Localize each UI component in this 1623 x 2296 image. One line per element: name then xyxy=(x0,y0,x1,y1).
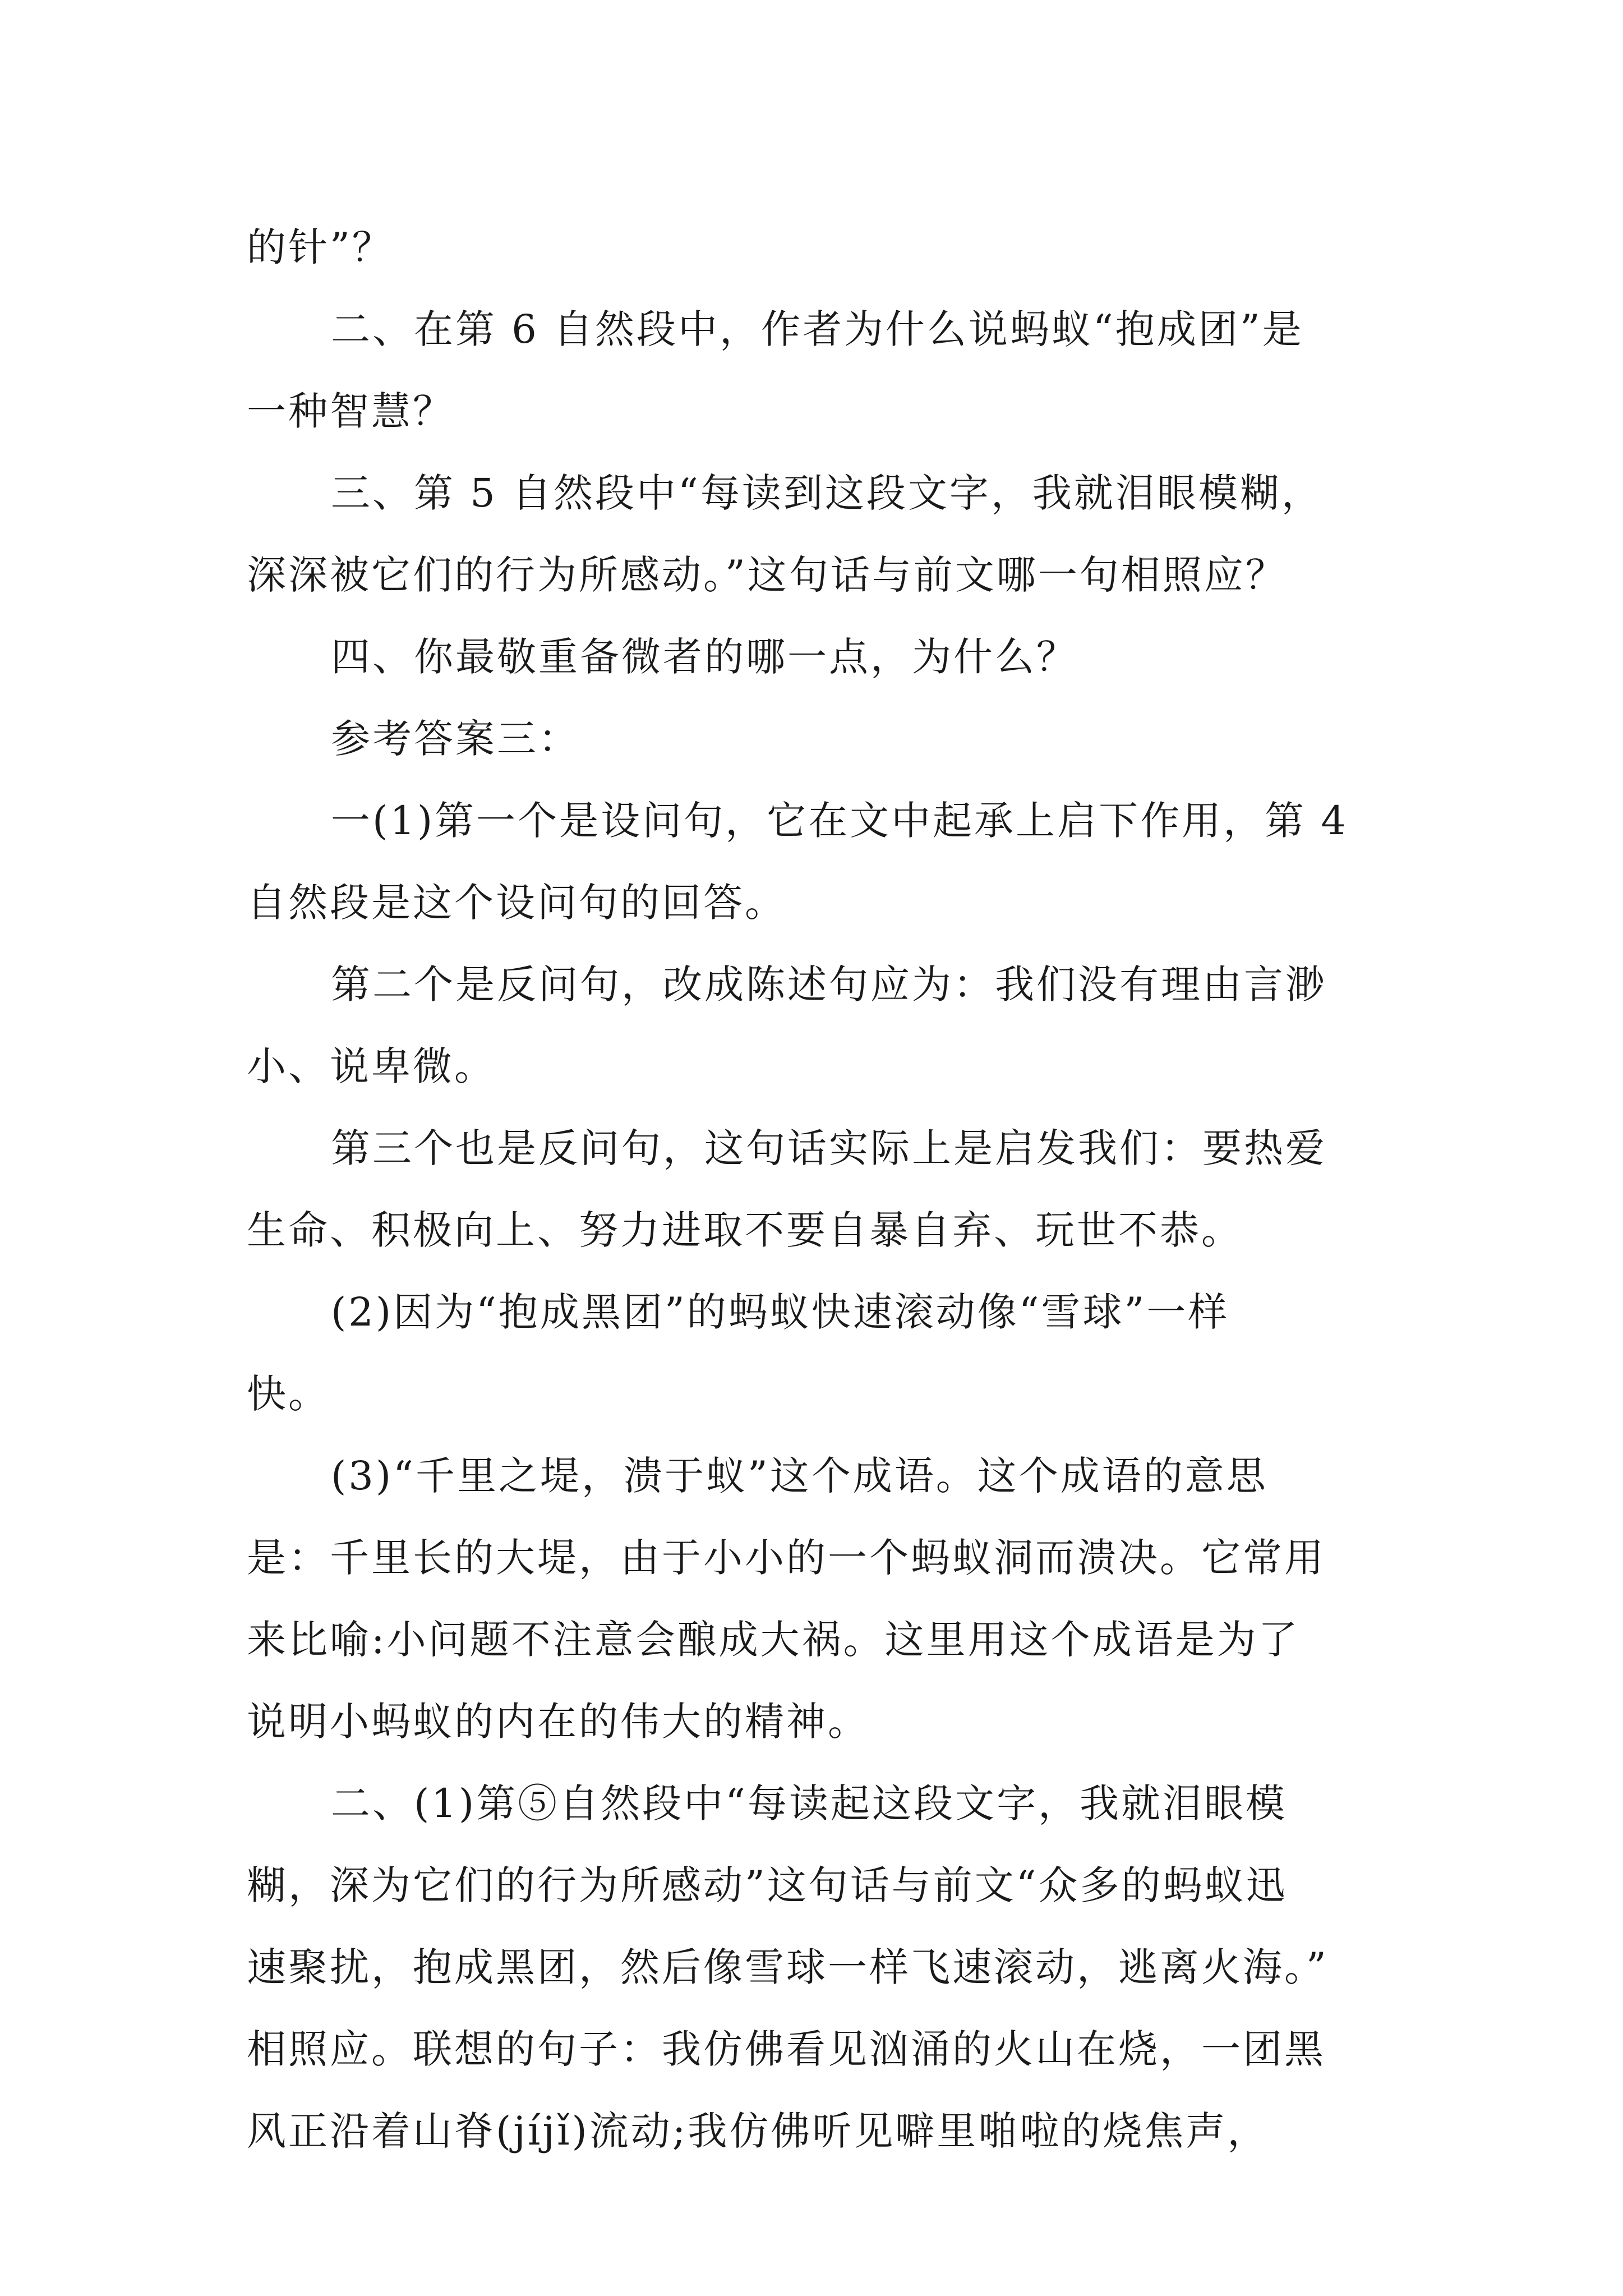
document-body xyxy=(247,206,1385,2172)
text-line: 生命、积极向上、努力进取不要自暴自弃、玩世不恭。 xyxy=(247,1207,1243,1253)
text-line: 深深被它们的行为所感动。”这句话与前文哪一句相照应？ xyxy=(247,552,1287,598)
text-line: 风正沿着山脊(jíjǐ)流动;我仿佛听见噼里啪啦的烧焦声， xyxy=(247,2108,1269,2154)
text-line: 一种智慧？ xyxy=(247,388,454,434)
answer-one-part-three: (3)“千里之堤，溃于蚁”这个成语。这个成语的意思 xyxy=(331,1453,1268,1499)
text-line: 是：千里长的大堤，由于小小的一个蚂蚁洞而溃决。它常用 xyxy=(247,1535,1326,1581)
text-line: 快。 xyxy=(247,1371,330,1417)
text-line: 速聚扰，抱成黑团，然后像雪球一样飞速滚动，逃离火海。” xyxy=(247,1944,1329,1990)
question-four: 四、你最敬重备微者的哪一点，为什么？ xyxy=(331,634,1078,680)
text-line: 自然段是这个设问句的回答。 xyxy=(247,880,786,926)
question-three: 三、第 5 自然段中“每读到这段文字，我就泪眼模糊， xyxy=(331,470,1323,516)
text-line: 小、说卑微。 xyxy=(247,1043,496,1089)
text-line: 说明小蚂蚁的内在的伟大的精神。 xyxy=(247,1699,869,1745)
answer-third-sentence: 第三个也是反问句，这句话实际上是启发我们：要热爱 xyxy=(331,1125,1327,1171)
text-line: 来比喻:小问题不注意会酿成大祸。这里用这个成语是为了 xyxy=(247,1617,1300,1663)
question-two: 二、在第 6 自然段中，作者为什么说蚂蚁“抱成团”是 xyxy=(331,306,1304,352)
answer-one-part-two: (2)因为“抱成黑团”的蚂蚁快速滚动像“雪球”一样 xyxy=(331,1289,1230,1335)
text-line: 相照应。联想的句子：我仿佛看见汹涌的火山在烧，一团黑 xyxy=(247,2026,1326,2072)
answer-one-part-one: 一(1)第一个是设问句，它在文中起承上启下作用，第 4 xyxy=(331,798,1348,844)
answer-second-sentence: 第二个是反问句，改成陈述句应为：我们没有理由言渺 xyxy=(331,961,1327,1007)
answer-heading: 参考答案三： xyxy=(331,716,580,762)
answer-two-part-one: 二、(1)第⑤自然段中“每读起这段文字，我就泪眼模 xyxy=(331,1780,1287,1826)
text-line: 的针”？ xyxy=(247,224,394,270)
text-line: 糊，深为它们的行为所感动”这句话与前文“众多的蚂蚁迅 xyxy=(247,1862,1288,1908)
